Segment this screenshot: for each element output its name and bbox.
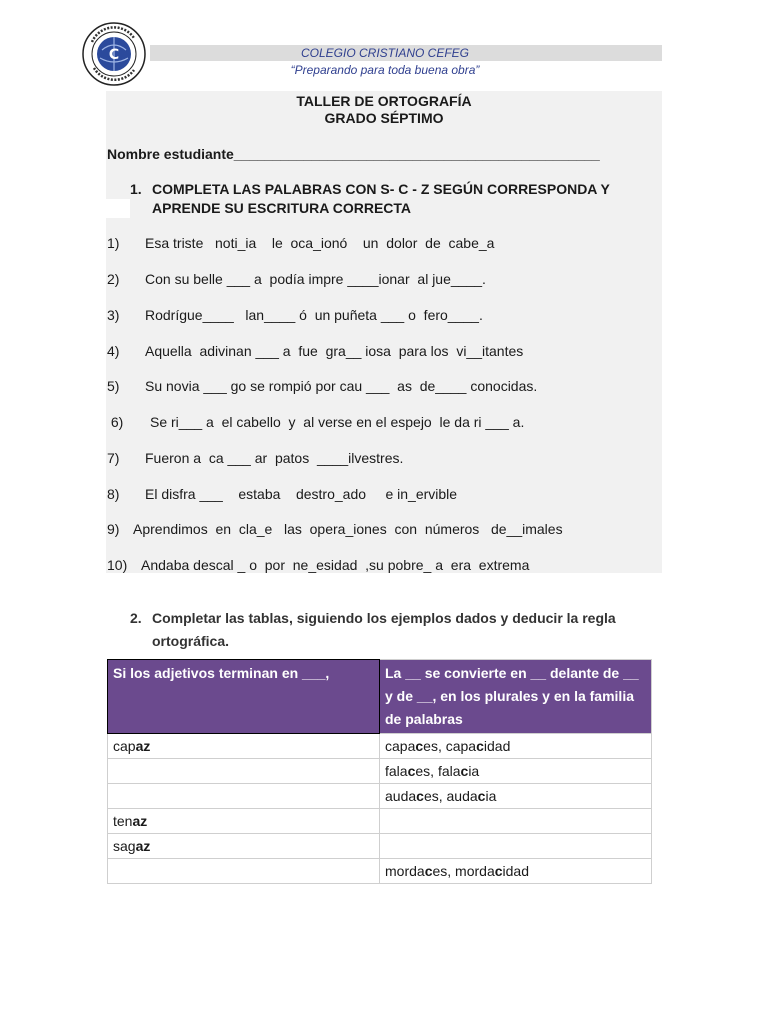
derived-forms-cell[interactable] [380,734,652,759]
worksheet-grade: GRADO SÉPTIMO [324,110,444,126]
word-fragment: es, fala [415,763,461,779]
word-fragment: fala [385,763,408,779]
adjective-ending: az [135,738,151,754]
exercise-number: 2) [107,271,120,287]
exercise-number: 5) [107,378,120,394]
highlighted-letter: c [424,863,433,879]
table-row [108,809,652,834]
exercise-text[interactable]: Con su belle ___ a podía impre ____ionar al jue____. [145,271,486,287]
exercise-text[interactable]: Esa triste noti_ia le oca_ionó un dolor de cabe_a [145,235,495,251]
word-fragment: ia [485,788,497,804]
word-fragment: idad [483,738,511,754]
table-row [108,759,652,784]
exercise-text[interactable]: Su novia ___ go se rompió por cau ___ as de____ conocidas. [145,378,538,394]
school-motto: “Preparando para toda buena obra” [290,63,480,77]
worksheet-title: TALLER DE ORTOGRAFÍA [296,93,472,109]
question-text: COMPLETA LAS PALABRAS CON S- C - Z SEGÚN CORRESPONDA Y APRENDE SU ESCRITURA CORRECTA [152,181,610,216]
student-name-field[interactable]: Nombre estudiante_______________________________________________ [107,146,600,162]
adjective-stem: cap [113,738,136,754]
adjective-cell[interactable] [108,784,380,809]
adjective-stem: sag [113,838,136,854]
word-fragment: es, auda [423,788,478,804]
highlighted-letter: c [477,788,486,804]
exercise-number: 10) [107,557,128,573]
school-logo [80,22,148,86]
word-fragment: morda [385,863,425,879]
question-number: 1. [130,181,142,197]
spacer [106,199,130,218]
highlighted-letter: c [415,738,424,754]
adjective-ending: az [132,813,148,829]
school-name: COLEGIO CRISTIANO CEFEG [300,46,470,60]
word-fragment: capa [385,738,416,754]
table-row [108,784,652,809]
word-fragment: es, capa [423,738,477,754]
exercise-number: 7) [107,450,120,466]
derived-forms-cell[interactable] [380,784,652,809]
table-row [108,834,652,859]
derived-forms-cell[interactable] [380,809,652,834]
question-number: 2. [130,610,142,626]
table-row [108,734,652,759]
derived-forms-cell[interactable] [380,834,652,859]
exercise-text[interactable]: Se ri___ a el cabello y al verse en el espejo le da ri ___ a. [150,414,525,430]
exercise-text[interactable]: El disfra ___ estaba destro_ado e in_ervible [145,486,458,502]
exercise-number: 8) [107,486,120,502]
question-text: Completar las tablas, siguiendo los ejemplos dados y deducir la regla ortográfica. [152,610,616,649]
exercise-text[interactable]: Andaba descal _ o por ne_esidad ,su pobre_ a era extrema [141,557,530,573]
adjective-cell[interactable] [108,809,380,834]
word-fragment: ia [468,763,480,779]
exercise-number: 4) [107,343,120,359]
derived-forms-cell[interactable] [380,759,652,784]
table-body [108,734,652,884]
word-fragment: idad [502,863,529,879]
highlighted-letter: c [494,863,503,879]
word-fragment: es, morda [432,863,495,879]
exercise-number: 6) [107,414,124,430]
table-row [108,859,652,884]
adjective-cell[interactable] [108,759,380,784]
word-fragment: auda [385,788,417,804]
table-header-rule: La __ se convierte en __ delante de __ y de __, en los plurales y en la familia de palabras [380,660,652,734]
table-header-adjectives: Si los adjetivos terminan en ___, [108,660,380,734]
adjective-cell[interactable] [108,834,380,859]
rules-table [107,659,652,884]
exercise-text[interactable]: Aprendimos en cla_e las opera_iones con números de__imales [133,521,563,537]
adjective-cell[interactable] [108,859,380,884]
highlighted-letter: c [407,763,416,779]
derived-forms-cell[interactable] [380,859,652,884]
exercise-number: 9) [107,521,120,537]
exercise-text[interactable]: Fueron a ca ___ ar patos ____ilvestres. [145,450,404,466]
highlighted-letter: c [460,763,469,779]
adjective-cell[interactable] [108,734,380,759]
exercise-number: 1) [107,235,120,251]
exercise-text[interactable]: Aquella adivinan ___ a fue gra__ iosa para los vi__itantes [145,343,524,359]
highlighted-letter: c [416,788,424,804]
adjective-stem: ten [113,813,133,829]
highlighted-letter: c [476,738,484,754]
svg-text:C: C [108,47,120,63]
exercise-text[interactable]: Rodrígue____ lan____ ó un puñeta ___ o fero____. [145,307,483,323]
adjective-ending: az [135,838,151,854]
exercise-number: 3) [107,307,120,323]
